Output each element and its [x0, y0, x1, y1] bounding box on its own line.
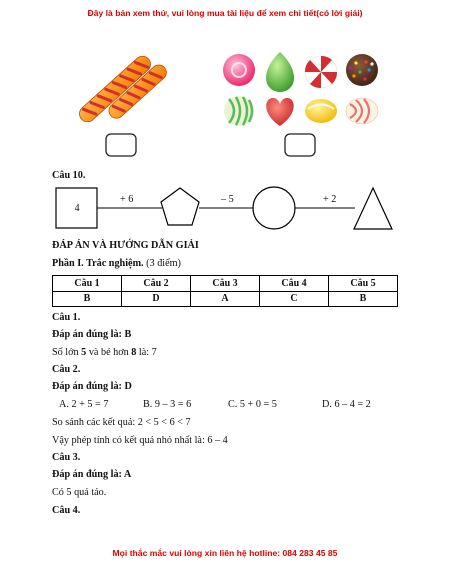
table-header-cell: Câu 3	[191, 276, 260, 292]
pentagon-blank	[161, 188, 199, 225]
candy-peppermint-icon	[305, 56, 337, 88]
q1-explanation	[52, 347, 157, 358]
start-value: 4	[74, 203, 80, 214]
q2-compare: So sánh các kết quả: 2 < 5 < 6 < 7	[52, 417, 191, 428]
candy-green-striped-icon	[224, 96, 254, 126]
candy-yellow-icon	[305, 99, 337, 123]
table-row	[53, 291, 398, 307]
q1-label: Câu 1.	[52, 312, 81, 323]
q2-conclusion: Vậy phép tính có kết quả nhỏ nhất là: 6 – 4	[52, 435, 228, 446]
table-cell: A	[191, 291, 260, 307]
table-cell: B	[53, 291, 122, 307]
circle-blank	[253, 187, 295, 229]
table-header-cell: Câu 1	[53, 276, 122, 292]
q2-answer: Đáp án đúng là: D	[52, 381, 132, 392]
preview-notice-banner: Đây là bản xem thử, vui lòng mua tài liệu để xem chi tiết(có lời giải)	[87, 8, 363, 18]
q1-number: 5	[81, 347, 87, 358]
answer-table	[52, 275, 398, 307]
table-header-cell: Câu 2	[122, 276, 191, 292]
q3-label: Câu 3.	[52, 452, 81, 463]
table-header-cell: Câu 4	[260, 276, 329, 292]
candy-green-drop-icon	[266, 52, 294, 92]
candy-pink-icon	[223, 54, 255, 86]
table-header-row	[53, 276, 398, 292]
q2-option: B. 9 – 3 = 6	[143, 399, 192, 410]
q4-label: Câu 4.	[52, 505, 81, 516]
q1-explain-post: là: 7	[136, 347, 157, 358]
table-cell: B	[329, 291, 398, 307]
hotline-notice-banner: Mọi thắc mắc vui lòng xin liên hệ hotline: 084 283 45 85	[112, 548, 338, 558]
q2-label: Câu 2.	[52, 364, 81, 375]
candy-swirl-icon	[346, 98, 378, 124]
q1-number: 8	[131, 347, 137, 358]
answers-heading: ĐÁP ÁN VÀ HƯỚNG DẪN GIẢI	[52, 240, 199, 251]
operation-label: – 5	[221, 194, 234, 205]
triangle-blank	[354, 188, 392, 229]
count-answer-box	[285, 134, 315, 156]
q2-option: C. 5 + 0 = 5	[228, 399, 277, 410]
q1-explain-mid: và bé hơn	[86, 347, 132, 358]
q2-option: D. 6 – 4 = 2	[322, 399, 371, 410]
q3-answer: Đáp án đúng là: A	[52, 469, 132, 480]
q1-explain-pre: Số lớn	[52, 347, 82, 358]
q2-option: A. 2 + 5 = 7	[59, 399, 109, 410]
part1-heading	[52, 258, 181, 269]
operation-label: + 2	[323, 194, 337, 205]
operation-label: + 6	[120, 194, 134, 205]
table-cell: D	[122, 291, 191, 307]
candy-chocolate-sprinkles-icon	[346, 54, 378, 86]
part1-points: (3 điểm)	[146, 258, 181, 269]
count-answer-box	[106, 134, 136, 156]
table-cell: C	[260, 291, 329, 307]
table-header-cell: Câu 5	[329, 276, 398, 292]
q3-explanation: Có 5 quả táo.	[52, 487, 107, 498]
question10-label: Câu 10.	[52, 170, 86, 181]
candy-heart-icon	[266, 98, 293, 126]
q1-answer: Đáp án đúng là: B	[52, 329, 132, 340]
part1-title: Phần I. Trắc nghiệm.	[52, 258, 144, 269]
